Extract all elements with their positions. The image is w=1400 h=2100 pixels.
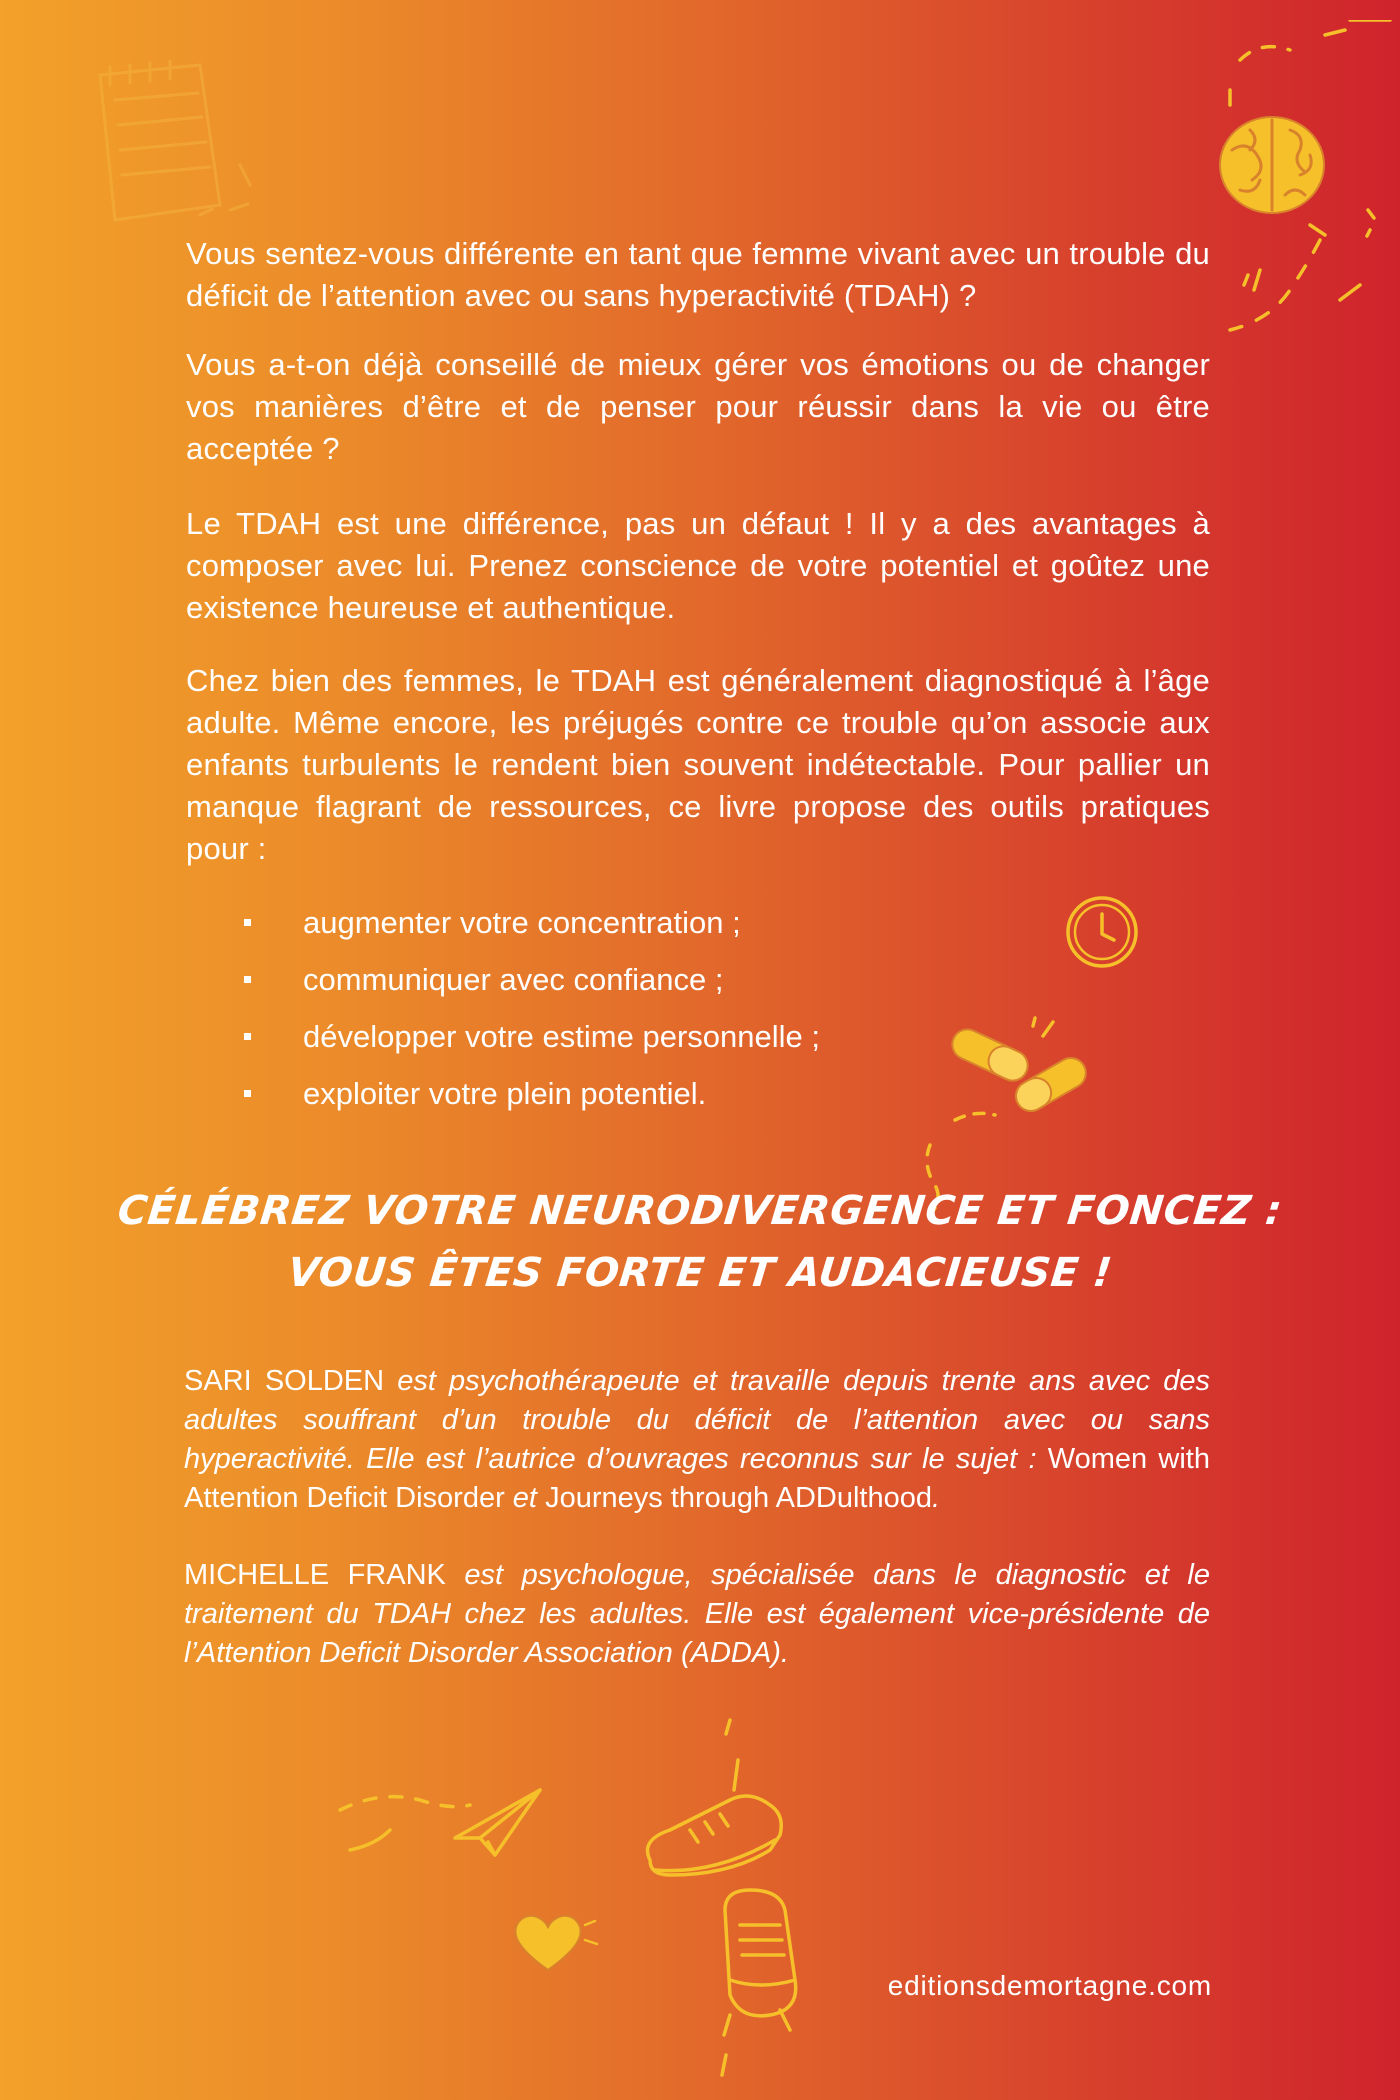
brain-icon: [1200, 20, 1400, 340]
author-bio-michelle-frank: [184, 1556, 1210, 1673]
paper-plane-icon: [330, 1760, 630, 1880]
bio-text: .: [931, 1482, 941, 1514]
book-title: Journeys through ADDulthood: [545, 1482, 932, 1514]
slogan-line-1: CÉLÉBREZ VOTRE NEURODIVERGENCE ET FONCEZ :: [115, 1188, 1285, 1234]
list-item: développer votre estime personnelle ;: [186, 1016, 1086, 1073]
list-item: augmenter votre concentration ;: [186, 902, 1086, 959]
bullet-icon: [244, 1033, 251, 1040]
notepad-icon: [70, 55, 260, 235]
intro-paragraph-4: Chez bien des femmes, le TDAH est généralement diagnostiqué à l’âge adulte. Même encore, les préjugés contre ce trouble qu’on associe aux enfants turbulents le rendent bien souvent indétectable. Pour pallier un manque flagrant de ressources, ce livre propose des outils pratiques pour :: [186, 663, 1210, 866]
book-title: Women with Attention Deficit Disorder: [184, 1443, 1210, 1514]
bullet-icon: [244, 1090, 251, 1097]
intro-paragraph-1: Vous sentez-vous différente en tant que femme vivant avec un trouble du déficit de l’attention avec ou sans hyperactivité (TDAH) ?: [186, 236, 1210, 313]
dash-decoration: [700, 2010, 760, 2100]
bullet-icon: [244, 919, 251, 926]
bullet-icon: [244, 976, 251, 983]
bio-text: est psychologue, spécialisée dans le diagnostic et le traitement du TDAH chez les adultes. Elle est également vice-présidente de l’Attention Deficit Disorder Association (ADDA).: [184, 1559, 1211, 1669]
author-name: SARI SOLDEN: [184, 1365, 385, 1397]
intro-paragraph-3: Le TDAH est une différence, pas un défaut ! Il y a des avantages à composer avec lui. Prenez conscience de votre potentiel et goûtez une existence heureuse et authentique.: [186, 506, 1210, 625]
author-name: MICHELLE FRANK: [184, 1559, 446, 1591]
slogan-line-2: VOUS ÊTES FORTE ET AUDACIEUSE !: [285, 1250, 1115, 1296]
bio-text: est psychothérapeute et travaille depuis trente ans avec des adultes souffrant d’un trouble du déficit de l’attention avec ou sans hyperactivité. Elle est l’autrice d’ouvrages reconnus sur le sujet :: [184, 1365, 1210, 1475]
sneakers-icon: [630, 1710, 830, 2040]
publisher-website: editionsdemortagne.com: [887, 1970, 1212, 2001]
author-bio-sari-solden: [184, 1362, 1210, 1518]
bio-text: et: [504, 1482, 546, 1514]
list-item: exploiter votre plein potentiel.: [186, 1073, 1086, 1130]
heart-icon: [500, 1895, 600, 1985]
benefits-list: [186, 902, 1086, 1130]
intro-paragraph-2: Vous a-t-on déjà conseillé de mieux gérer vos émotions ou de changer vos manières d’être et de penser pour réussir dans la vie ou être acceptée ?: [186, 347, 1210, 466]
list-item: communiquer avec confiance ;: [186, 959, 1086, 1016]
